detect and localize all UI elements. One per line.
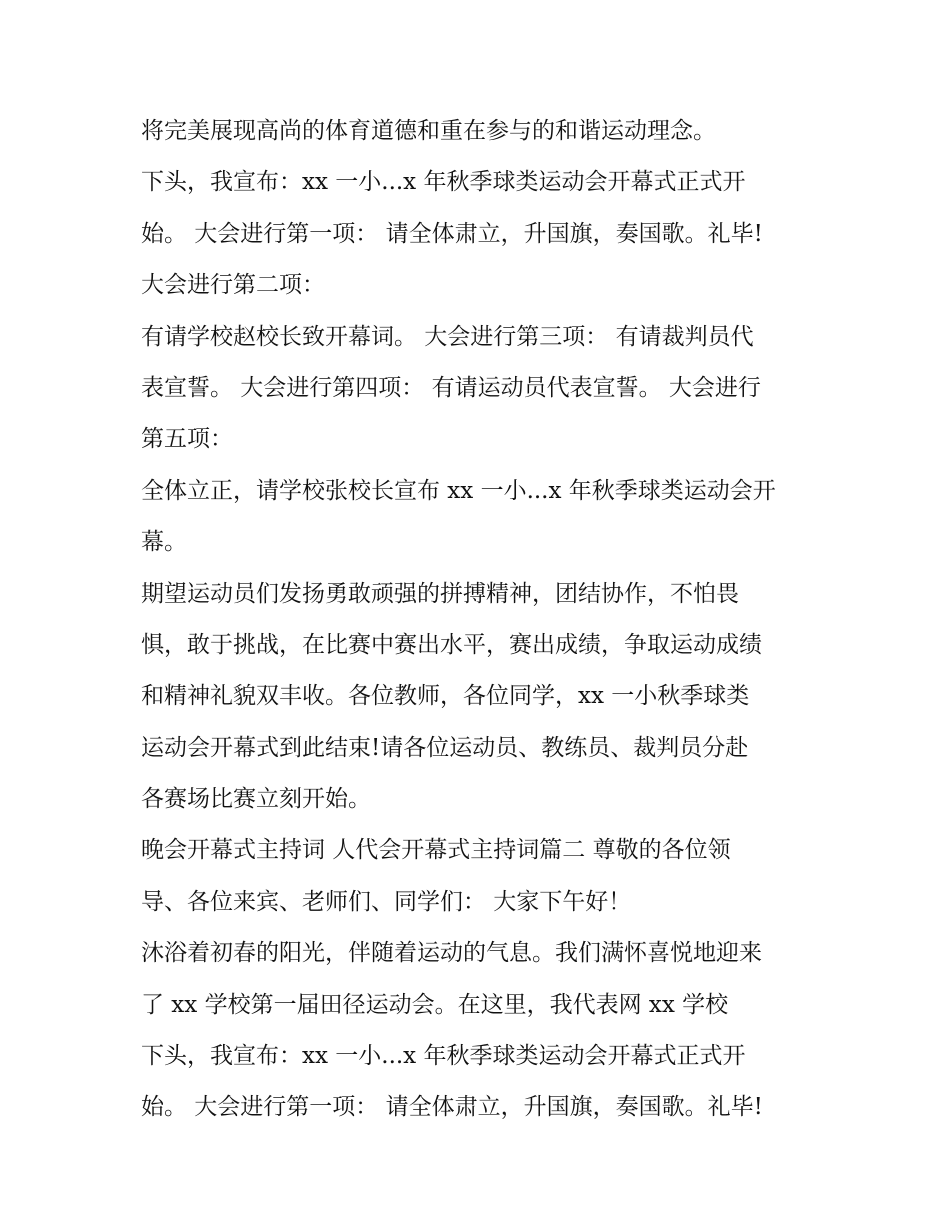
- text-line: 运动会开幕式到此结束!请各位运动员、教练员、裁判员分赴: [141, 734, 749, 761]
- text-line: 表宣誓。 大会进行第四项： 有请运动员代表宣誓。 大会进行: [141, 374, 761, 401]
- text-line: 各赛场比赛立刻开始。: [141, 786, 371, 813]
- text-line: 和精神礼貌双丰收。各位教师，各位同学，xx 一小秋季球类: [141, 683, 750, 710]
- text-line: 导、各位来宾、老师们、同学们： 大家下午好！: [141, 888, 632, 915]
- text-line: 了 xx 学校第一届田径运动会。在这里，我代表网 xx 学校: [141, 991, 729, 1018]
- text-line: 始。 大会进行第一项： 请全体肃立，升国旗，奏国歌。礼毕!: [141, 220, 763, 247]
- text-line: 全体立正，请学校张校长宣布 xx 一小...x 年秋季球类运动会开: [141, 477, 776, 504]
- text-line: 下头，我宣布：xx 一小...x 年秋季球类运动会开幕式正式开: [141, 169, 746, 196]
- text-line: 有请学校赵校长致开幕词。 大会进行第三项： 有请裁判员代: [141, 323, 754, 350]
- text-line: 晚会开幕式主持词 人代会开幕式主持词篇二 尊敬的各位领: [141, 837, 731, 864]
- text-line: 幕。: [141, 529, 187, 556]
- text-line: 期望运动员们发扬勇敢顽强的拼搏精神，团结协作，不怕畏: [141, 580, 739, 607]
- text-line: 沐浴着初春的阳光，伴随着运动的气息。我们满怀喜悦地迎来: [141, 940, 762, 967]
- text-line: 将完美展现高尚的体育道德和重在参与的和谐运动理念。: [141, 118, 716, 144]
- text-line: 始。 大会进行第一项： 请全体肃立，升国旗，奏国歌。礼毕!: [141, 1094, 763, 1121]
- text-line: 第五项：: [141, 426, 233, 453]
- text-line: 惧，敢于挑战，在比赛中赛出水平，赛出成绩，争取运动成绩: [141, 631, 762, 658]
- text-line: 下头，我宣布：xx 一小...x 年秋季球类运动会开幕式正式开: [141, 1043, 746, 1070]
- text-line: 大会进行第二项：: [141, 272, 325, 299]
- document-body: [141, 106, 841, 1134]
